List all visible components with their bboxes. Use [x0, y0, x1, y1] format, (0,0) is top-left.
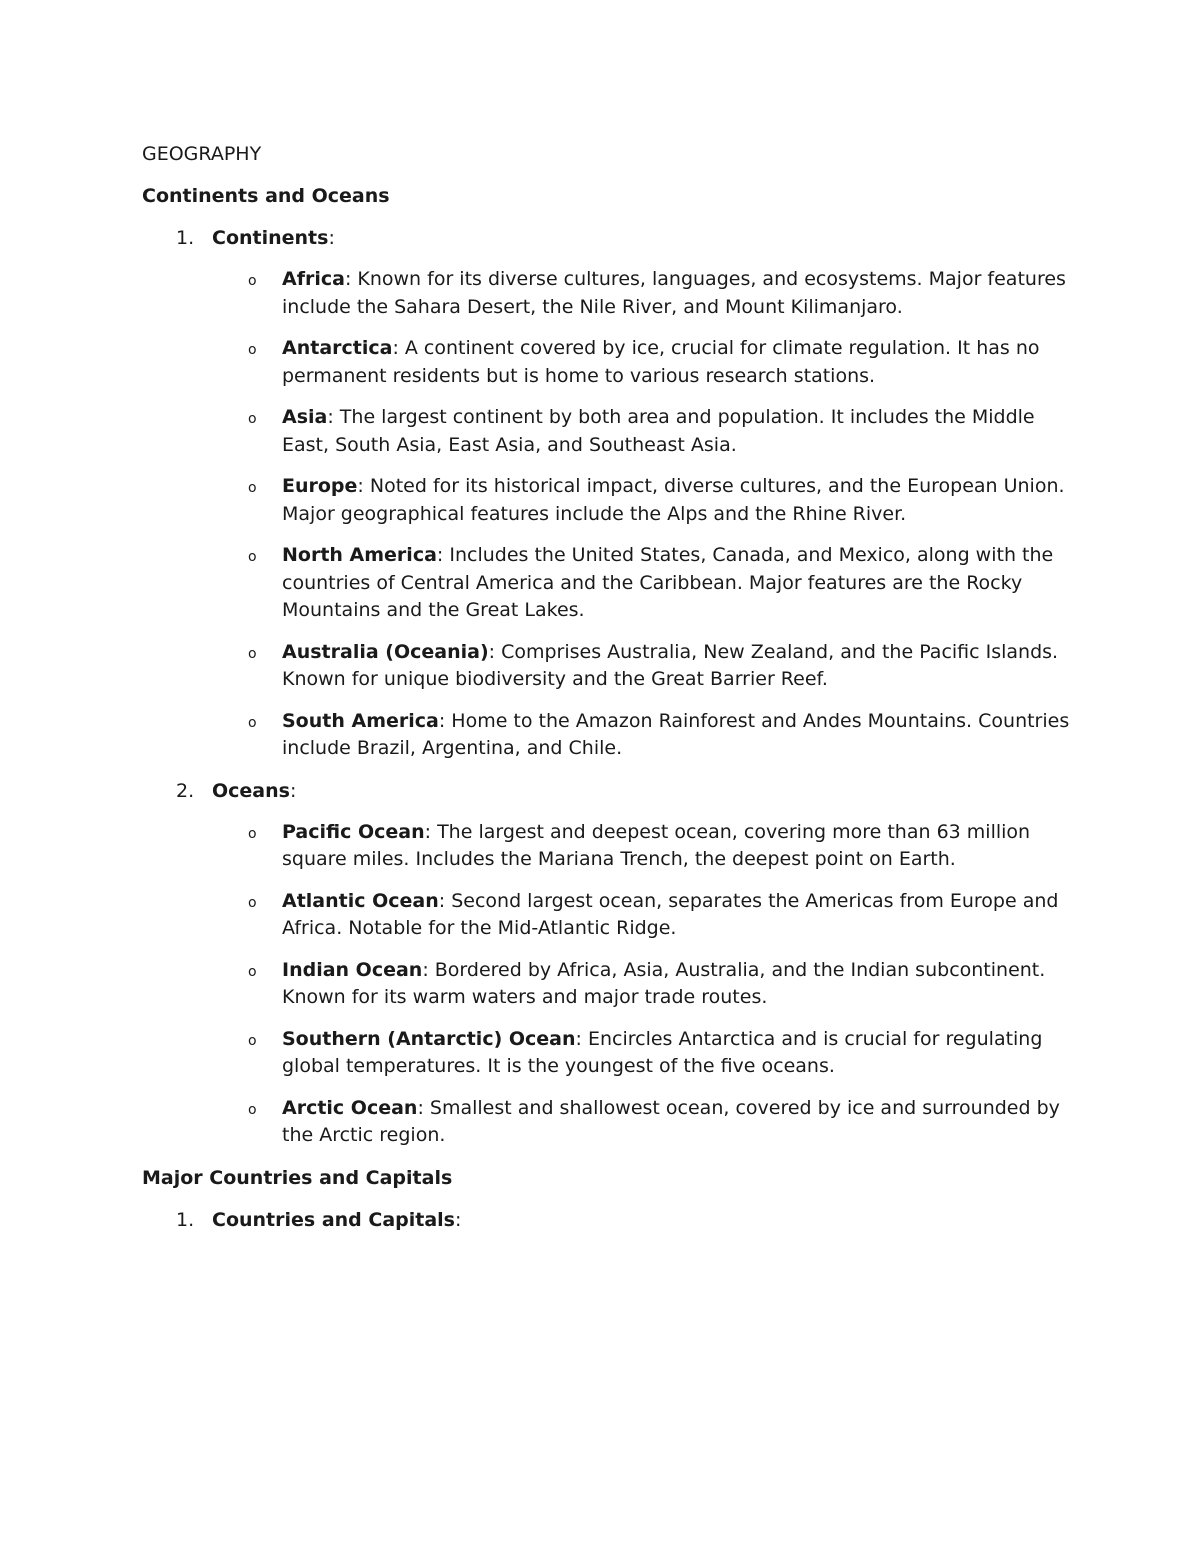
- sub-list-item: [212, 888, 1072, 943]
- sub-list-item: [212, 1026, 1072, 1081]
- sub-list-item: [212, 708, 1072, 763]
- bullet-icon: o: [248, 714, 257, 731]
- entry-text: : Known for its diverse cultures, languages, and ecosystems. Major features include the Sahara Desert, the Nile River, and Mount Kilimanjaro.: [282, 268, 1066, 318]
- list-item-label-text: Continents: [212, 227, 329, 249]
- sub-list-item: [212, 404, 1072, 459]
- bullet-icon: o: [248, 549, 257, 565]
- list-number: 1.: [176, 1208, 195, 1231]
- entry-text: : Second largest ocean, separates the Americas from Europe and Africa. Notable for the Mid-Atlantic Ridge.: [282, 889, 1059, 939]
- section-heading: Continents and Oceans: [142, 185, 390, 207]
- document-page: [142, 140, 1070, 1248]
- list-number: 2.: [176, 779, 195, 802]
- sub-list-item: [212, 266, 1072, 321]
- sub-list-item: [212, 335, 1072, 390]
- entry-term: North America: [282, 544, 437, 566]
- list-item-suffix: :: [455, 1208, 462, 1231]
- entry-term: Pacific Ocean: [282, 820, 425, 843]
- list-item-suffix: :: [289, 779, 297, 802]
- entry-text: : Encircles Antarctica and is crucial for regulating global temperatures. It is the youngest of the five oceans.: [282, 1027, 1043, 1077]
- sub-list-item: [212, 819, 1072, 874]
- entry-term: Europe: [282, 475, 358, 497]
- bullet-icon: o: [248, 342, 257, 358]
- entry-term: Australia (Oceania): [282, 640, 489, 663]
- list-number: 1.: [176, 227, 195, 249]
- sub-list-item: [212, 542, 1072, 625]
- list-item-label: [212, 777, 1067, 805]
- sub-list-item: [212, 1095, 1072, 1150]
- bullet-icon: o: [248, 1101, 257, 1118]
- numbered-list: [142, 1206, 1067, 1234]
- list-item: [142, 224, 1070, 763]
- entry-term: Atlantic Ocean: [282, 889, 439, 912]
- bullet-icon: o: [248, 273, 257, 289]
- entry-text: : Smallest and shallowest ocean, covered by ice and surrounded by the Arctic region.: [282, 1096, 1060, 1146]
- sub-list: [212, 819, 1067, 1150]
- bullet-icon: o: [248, 645, 257, 662]
- list-item: [142, 1206, 1067, 1234]
- entry-term: Southern (Antarctic) Ocean: [282, 1027, 576, 1050]
- bullet-icon: o: [248, 1032, 257, 1049]
- numbered-list: [142, 224, 1070, 1150]
- entry-text: : A continent covered by ice, crucial for climate regulation. It has no permanent residents but is home to various research stations.: [282, 337, 1040, 387]
- bullet-icon: o: [248, 963, 257, 980]
- list-item-suffix: :: [328, 227, 335, 249]
- entry-term: South America: [282, 709, 439, 732]
- bullet-icon: o: [248, 825, 257, 842]
- bullet-icon: o: [248, 894, 257, 911]
- entry-term: Africa: [282, 268, 345, 290]
- sub-list: [212, 266, 1070, 763]
- sub-list-item: [212, 639, 1072, 694]
- entry-term: Arctic Ocean: [282, 1096, 418, 1119]
- sub-list-item: [212, 957, 1072, 1012]
- entry-text: : Home to the Amazon Rainforest and Andes Mountains. Countries include Brazil, Argentina, and Chile.: [282, 709, 1070, 759]
- entry-text: : Noted for its historical impact, diverse cultures, and the European Union. Major geographical features include the Alps and the Rhine River.: [282, 475, 1065, 525]
- section-heading: Major Countries and Capitals: [142, 1166, 453, 1189]
- entry-text: : Comprises Australia, New Zealand, and the Pacific Islands. Known for unique biodiversity and the Great Barrier Reef.: [282, 640, 1059, 690]
- list-item: [142, 777, 1067, 1150]
- sub-list-item: [212, 473, 1072, 528]
- bullet-icon: o: [248, 411, 257, 427]
- entry-term: Indian Ocean: [282, 958, 423, 981]
- list-item-label-text: Countries and Capitals: [212, 1208, 455, 1231]
- entry-text: : The largest and deepest ocean, covering more than 63 million square miles. Includes the Mariana Trench, the deepest point on Earth.: [282, 820, 1031, 870]
- entry-text: : Bordered by Africa, Asia, Australia, and the Indian subcontinent. Known for its warm waters and major trade routes.: [282, 958, 1046, 1008]
- entry-text: : The largest continent by both area and population. It includes the Middle East, South Asia, East Asia, and Southeast Asia.: [282, 406, 1035, 456]
- entry-text: : Includes the United States, Canada, and Mexico, along with the countries of Central America and the Caribbean. Major features are the Rocky Mountains and the Great Lakes.: [282, 544, 1054, 621]
- bullet-icon: o: [248, 480, 257, 496]
- list-item-label-text: Oceans: [212, 779, 290, 802]
- list-item-label: [212, 224, 1067, 252]
- entry-term: Antarctica: [282, 337, 393, 359]
- document-title: GEOGRAPHY: [142, 143, 262, 165]
- list-item-label: [212, 1206, 1067, 1234]
- entry-term: Asia: [282, 406, 328, 428]
